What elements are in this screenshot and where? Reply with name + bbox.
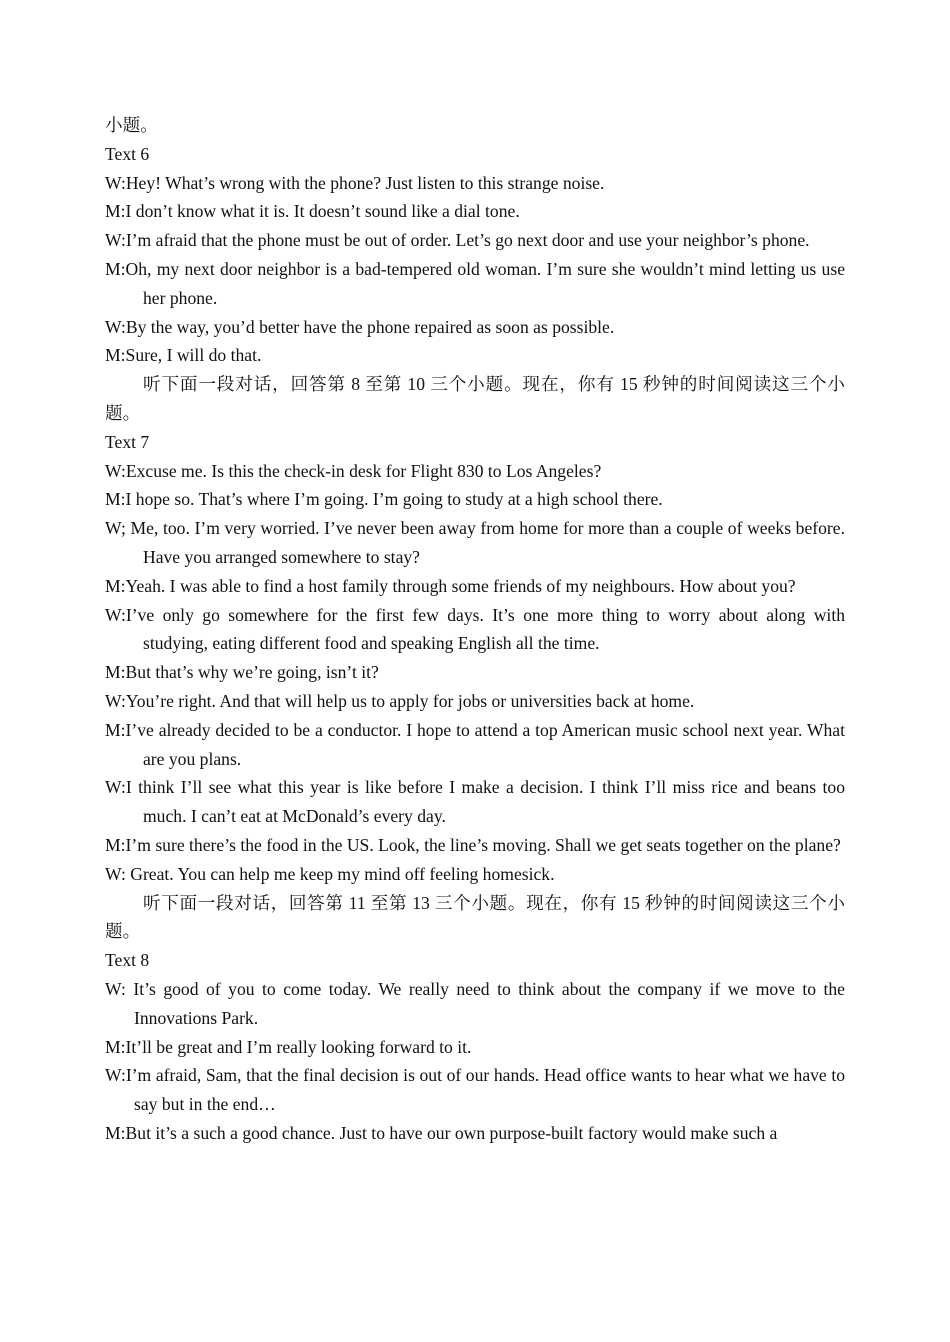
dialogue-line: W:Excuse me. Is this the check-in desk for Flight 830 to Los Angeles? [105, 460, 602, 481]
dialogue-line: M:It’ll be great and I’m really looking forward to it. [105, 1036, 472, 1057]
dialogue-line: M:Sure, I will do that. [105, 345, 262, 366]
dialogue-line: W:By the way, you’d better have the phone repaired as soon as possible. [105, 316, 615, 337]
section-heading-text-8: Text 8 [105, 950, 150, 971]
text-line: 小题。 [105, 115, 158, 135]
instruction-paragraph: 听下面一段对话，回答第 11 至第 13 三个小题。现在，你有 15 秒钟的时间阅读这三个小题。 [105, 892, 845, 942]
section-heading-text-7: Text 7 [105, 431, 150, 452]
document-body [105, 111, 845, 1148]
dialogue-line: W; Me, too. I’m very worried. I’ve never been away from home for more than a couple of weeks before. Have you arranged somewhere to stay? [105, 518, 845, 567]
instruction-paragraph: 听下面一段对话，回答第 8 至第 10 三个小题。现在，你有 15 秒钟的时间阅读这三个小题。 [105, 374, 845, 423]
dialogue-line: W:You’re right. And that will help us to apply for jobs or universities back at home. [105, 690, 695, 711]
dialogue-line: M:I don’t know what it is. It doesn’t sound like a dial tone. [105, 201, 520, 222]
dialogue-line: M:Oh, my next door neighbor is a bad-tempered old woman. I’m sure she wouldn’t mind letting us use her phone. [105, 258, 845, 308]
dialogue-line: W: Great. You can help me keep my mind off feeling homesick. [105, 863, 555, 884]
dialogue-line: W:I’ve only go somewhere for the first few days. It’s one more thing to worry about along with studying, eating different food and speaking English all the time. [105, 604, 845, 654]
dialogue-line: W:Hey! What’s wrong with the phone? Just listen to this strange noise. [105, 172, 605, 193]
dialogue-line: W:I think I’ll see what this year is like before I make a decision. I think I’ll miss rice and beans too much. I can’t eat at McDonald’s every day. [105, 777, 845, 827]
dialogue-line: M:Yeah. I was able to find a host family through some friends of my neighbours. How about you? [105, 575, 796, 596]
dialogue-line: M:I hope so. That’s where I’m going. I’m going to study at a high school there. [105, 489, 663, 510]
dialogue-line: M:But that’s why we’re going, isn’t it? [105, 662, 379, 683]
section-heading-text-6: Text 6 [105, 143, 150, 164]
dialogue-line: M:I’m sure there’s the food in the US. Look, the line’s moving. Shall we get seats together on the plane? [105, 834, 841, 855]
dialogue-line: W:I’m afraid that the phone must be out of order. Let’s go next door and use your neighbor’s phone. [105, 230, 810, 251]
dialogue-line: M:But it’s a such a good chance. Just to have our own purpose-built factory would make such a [105, 1122, 778, 1143]
dialogue-line: W:I’m afraid, Sam, that the final decision is out of our hands. Head office wants to hear what we have to say but in the end… [105, 1065, 845, 1115]
dialogue-line: W: It’s good of you to come today. We really need to think about the company if we move to the Innovations Park. [105, 978, 845, 1028]
dialogue-line: M:I’ve already decided to be a conductor. I hope to attend a top American music school next year. What are you plans. [105, 719, 845, 769]
